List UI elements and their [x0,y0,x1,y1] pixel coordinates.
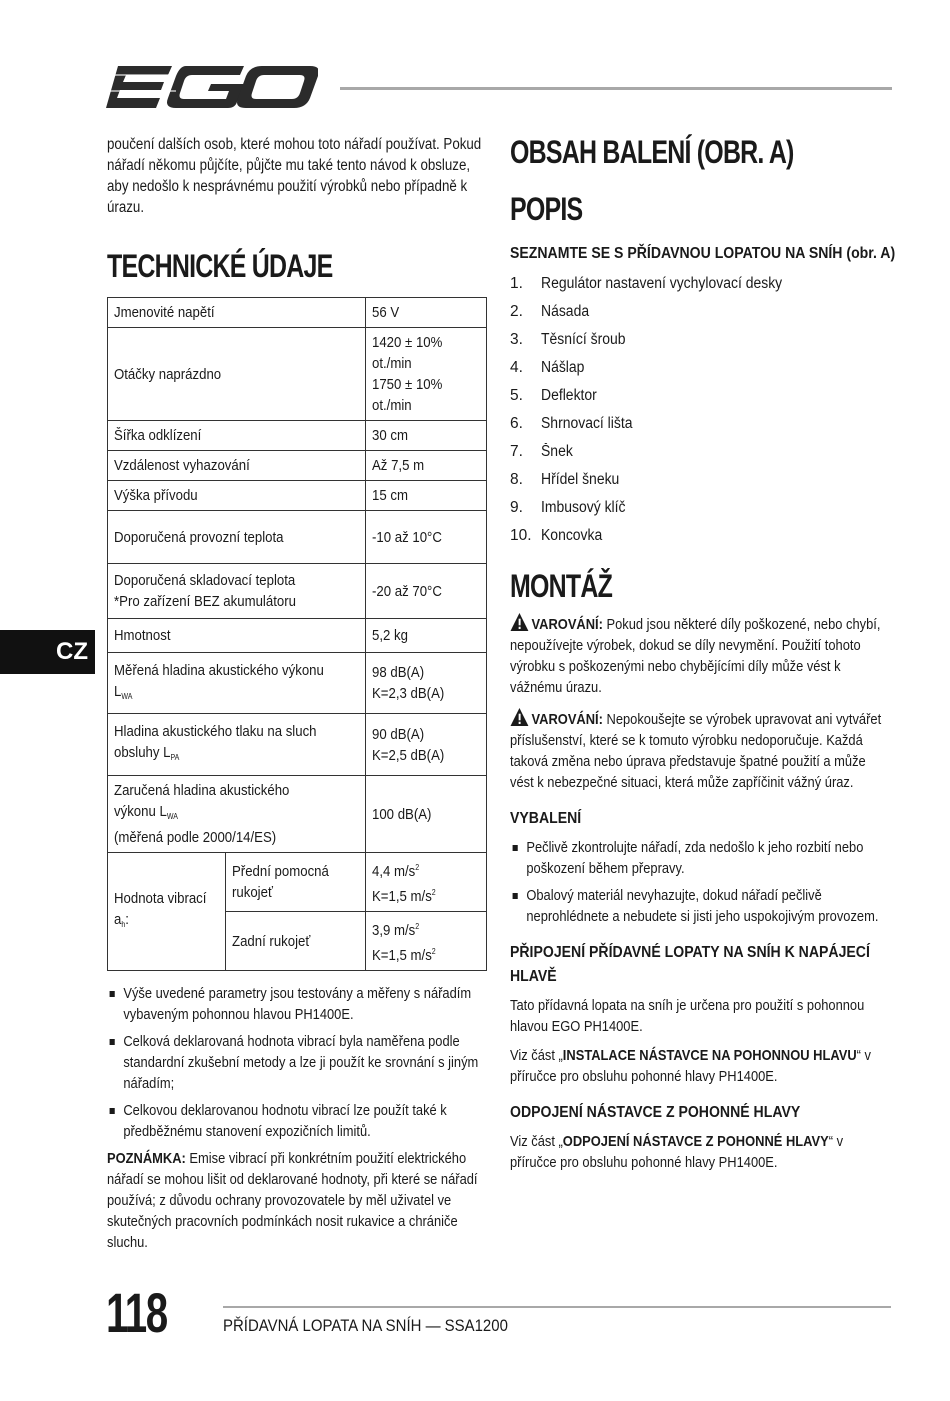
spec-label: Vzdálenost vyhazování [114,457,250,474]
ego-logo [106,62,318,112]
table-row [108,619,487,653]
list-item: Celková deklarovaná hodnota vibrací byla naměřena podle standardní zkušební metody a lze ji použít ke srovnání s jiným nářadím; [107,1031,484,1094]
header-rule [340,87,892,90]
spec-label: Jmenovité napětí [114,304,215,321]
spec-value: ot./min [372,397,412,414]
spec-table [107,297,487,971]
table-row [108,653,487,714]
spec-value: 90 dB(A) [372,725,425,743]
list-item [510,466,892,494]
table-row [108,511,487,564]
spec-label: rukojeť [232,884,273,901]
table-row [108,853,487,912]
warning-text: Pokud jsou některé díly poškozené, nebo chybí, nepoužívejte výrobek, dokud se díly nevymění. Použití tohoto výrobku s poškozenými nebo chybějícími díly může vést k vážnému úrazu. [510,616,881,696]
obsah-heading: OBSAH BALENÍ (OBR. A) [510,134,794,170]
spec-value: 5,2 kg [372,627,409,644]
spec-value: ot./min [372,355,412,372]
list-item [510,382,892,410]
odpojeni-heading: ODPOJENÍ NÁSTAVCE Z POHONNÉ HLAVY [510,1104,801,1121]
part-label: Regulátor nastavení vychylovací desky [541,275,783,292]
montaz-heading: MONTÁŽ [510,568,613,604]
spec-value: K=1,5 m/s [372,888,432,905]
spec-label: výkonu L [114,803,167,820]
note-paragraph [107,1148,484,1253]
spec-label: Zaručená hladina akustického [114,782,290,799]
parts-list [510,270,892,550]
warning-triangle-icon [510,613,529,631]
spec-value: Až 7,5 m [372,457,425,474]
vybaleni-bullets [510,837,892,927]
spec-label: Hmotnost [114,627,171,644]
spec-value: 1750 ± 10% [372,376,443,393]
spec-superscript: 2 [415,922,420,931]
part-label: Nášlap [541,359,585,376]
spec-label: Doporučená provozní teplota [114,528,284,546]
reference-text: “ v příručce pro obsluhu pohonné hlavy PH1400E. [510,1047,871,1085]
warning-paragraph [510,613,892,698]
list-item [510,270,892,298]
spec-notes [107,983,484,1253]
reference-title: ODPOJENÍ NÁSTAVCE Z POHONNÉ HLAVY [562,1133,829,1150]
vybaleni-heading: VYBALENÍ [510,810,582,827]
note-label: POZNÁMKA: [107,1150,186,1167]
odpojeni-reference [510,1131,892,1173]
spec-subscript: WA [166,812,178,821]
intro-block [107,134,485,218]
spec-label: Doporučená skladovací teplota [114,572,296,589]
part-label: Imbusový klíč [541,499,626,516]
intro-text: poučení dalších osob, které mohou toto nářadí používat. Pokud nářadí někomu půjčíte, půjčte mu také tento návod k obsluze, aby nedošlo k nesprávnému použití výrobků nebo případně k úrazu. [107,136,482,216]
spec-value: 1420 ± 10% [372,334,443,351]
spec-bullets [107,983,484,1142]
table-row [108,714,487,776]
spec-value: -10 až 10°C [372,528,442,546]
table-row [108,328,487,421]
spec-value: 100 dB(A) [372,805,432,823]
list-item: Celkovou deklarovanou hodnotu vibrací lze použít také k předběžnému stanovení expozičních limitů. [107,1100,484,1142]
warning-text: Nepokoušejte se výrobek upravovat ani vytvářet příslušenství, které se k tomuto výrobku nedoporučuje. Každá taková změna nebo úprava představuje špatné použití a může vést k nebezpečné situaci, která může zapříčinit vážný úraz. [510,711,882,791]
part-number: 8. [510,471,523,488]
spec-label: Zadní rukojeť [232,932,311,950]
list-item [510,522,892,550]
left-column [107,134,487,1253]
reference-title: INSTALACE NÁSTAVCE NA POHONNOU HLAVU [562,1047,857,1064]
spec-value: 4,4 m/s [372,863,416,880]
part-number: 6. [510,415,523,432]
spec-superscript: 2 [431,947,436,956]
spec-label: Otáčky naprázdno [114,365,222,383]
part-label: Koncovka [541,527,603,544]
right-column [510,134,896,1173]
part-number: 10. [510,527,532,544]
part-label: Hřídel šneku [541,471,620,488]
spec-label: a [114,911,122,928]
footer-title: PŘÍDAVNÁ LOPATA NA SNÍH — SSA1200 [223,1316,508,1335]
spec-superscript: 2 [415,863,420,872]
pripojeni-body [510,995,892,1087]
page-number: 118 [106,1281,167,1344]
footer-rule [223,1306,891,1308]
tech-heading: TECHNICKÉ ÚDAJE [107,248,333,284]
list-item [510,354,892,382]
language-tab [0,630,95,674]
part-label: Těsnící šroub [541,331,626,348]
spec-value: 56 V [372,304,400,321]
note-text: Emise vibrací při konkrétním použití elektrického nářadí se mohou lišit od deklarované hodnoty, při které se nářadí používá; z důvodu ochrany provozovatele by měl uživatel ve skutečných pracovních podmínkách nosit rukavice a chrániče sluchu. [107,1150,478,1251]
part-number: 9. [510,499,523,516]
spec-value: 15 cm [372,487,408,504]
table-row [108,421,487,451]
reference-text: Viz část „ [510,1133,563,1150]
spec-label: : [125,911,129,928]
part-number: 4. [510,359,523,376]
part-label: Deflektor [541,387,597,404]
warning-label: VAROVÁNÍ: [531,711,603,728]
spec-value: -20 až 70°C [372,582,442,600]
warning-paragraph [510,708,892,793]
spec-value: K=2,5 dB(A) [372,746,445,764]
spec-value: 98 dB(A) [372,664,425,681]
spec-subscript: h [121,920,126,929]
pripojeni-reference [510,1045,892,1087]
spec-label: L [114,682,122,700]
spec-label-note: *Pro zařízení BEZ akumulátoru [114,593,296,610]
part-label: Shrnovací lišta [541,415,633,432]
list-item [510,410,892,438]
spec-value: K=1,5 m/s [372,947,432,964]
spec-subscript: WA [121,691,133,701]
list-item: Pečlivě zkontrolujte nářadí, zda nedošlo k jeho rozbití nebo poškození během přepravy. [510,837,892,879]
odpojeni-body [510,1131,892,1173]
part-label: Násada [541,303,590,320]
spec-label: Výška přívodu [114,487,198,504]
list-item [510,298,892,326]
pripojeni-text: Tato přídavná lopata na sníh je určena pro použití s pohonnou hlavou EGO PH1400E. [510,997,865,1035]
part-number: 3. [510,331,523,348]
table-row [108,451,487,481]
table-row [108,481,487,511]
part-label: Šnek [541,443,573,460]
vybaleni-body [510,837,892,927]
reference-text: “ v příručce pro obsluhu pohonné hlavy PH1400E. [510,1133,844,1171]
part-number: 2. [510,303,523,320]
list-item: Výše uvedené parametry jsou testovány a měřeny s nářadím vybaveným pohonnou hlavou PH1400E. [107,983,484,1025]
list-item [510,326,892,354]
reference-text: Viz část „ [510,1047,563,1064]
language-tab-label: CZ [56,638,88,665]
popis-heading: POPIS [510,191,583,227]
spec-label: Hodnota vibrací [114,890,207,907]
spec-label: Šířka odklízení [114,427,202,444]
spec-superscript: 2 [431,888,436,897]
list-item: Obalový materiál nevyhazujte, dokud nářadí pečlivě neprohlédnete a nebudete si jisti jeho uspokojivým provozem. [510,885,892,927]
spec-label-note: (měřená podle 2000/14/ES) [114,829,277,846]
pripojeni-heading: PŘIPOJENÍ PŘÍDAVNÉ LOPATY NA SNÍH K NAPÁJECÍ HLAVĚ [510,944,870,985]
list-item [510,494,892,522]
table-row [108,776,487,853]
part-number: 7. [510,443,523,460]
part-number: 5. [510,387,523,404]
warning-triangle-icon [510,708,529,726]
table-row [108,298,487,328]
spec-label: obsluhy L [114,744,171,761]
spec-label: Měřená hladina akustického výkonu [114,661,324,679]
popis-subheading: SEZNAMTE SE S PŘÍDAVNOU LOPATOU NA SNÍH (obr. A) [510,245,896,262]
table-row [108,564,487,619]
spec-value: 30 cm [372,427,408,444]
spec-subscript: PA [170,753,180,762]
list-item [510,438,892,466]
spec-label: Přední pomocná [232,863,329,880]
spec-label: Hladina akustického tlaku na sluch [114,723,317,740]
part-number: 1. [510,275,523,292]
spec-value: 3,9 m/s [372,922,416,939]
spec-value: K=2,3 dB(A) [372,685,445,702]
montaz-body [510,613,892,793]
warning-label: VAROVÁNÍ: [531,616,603,633]
